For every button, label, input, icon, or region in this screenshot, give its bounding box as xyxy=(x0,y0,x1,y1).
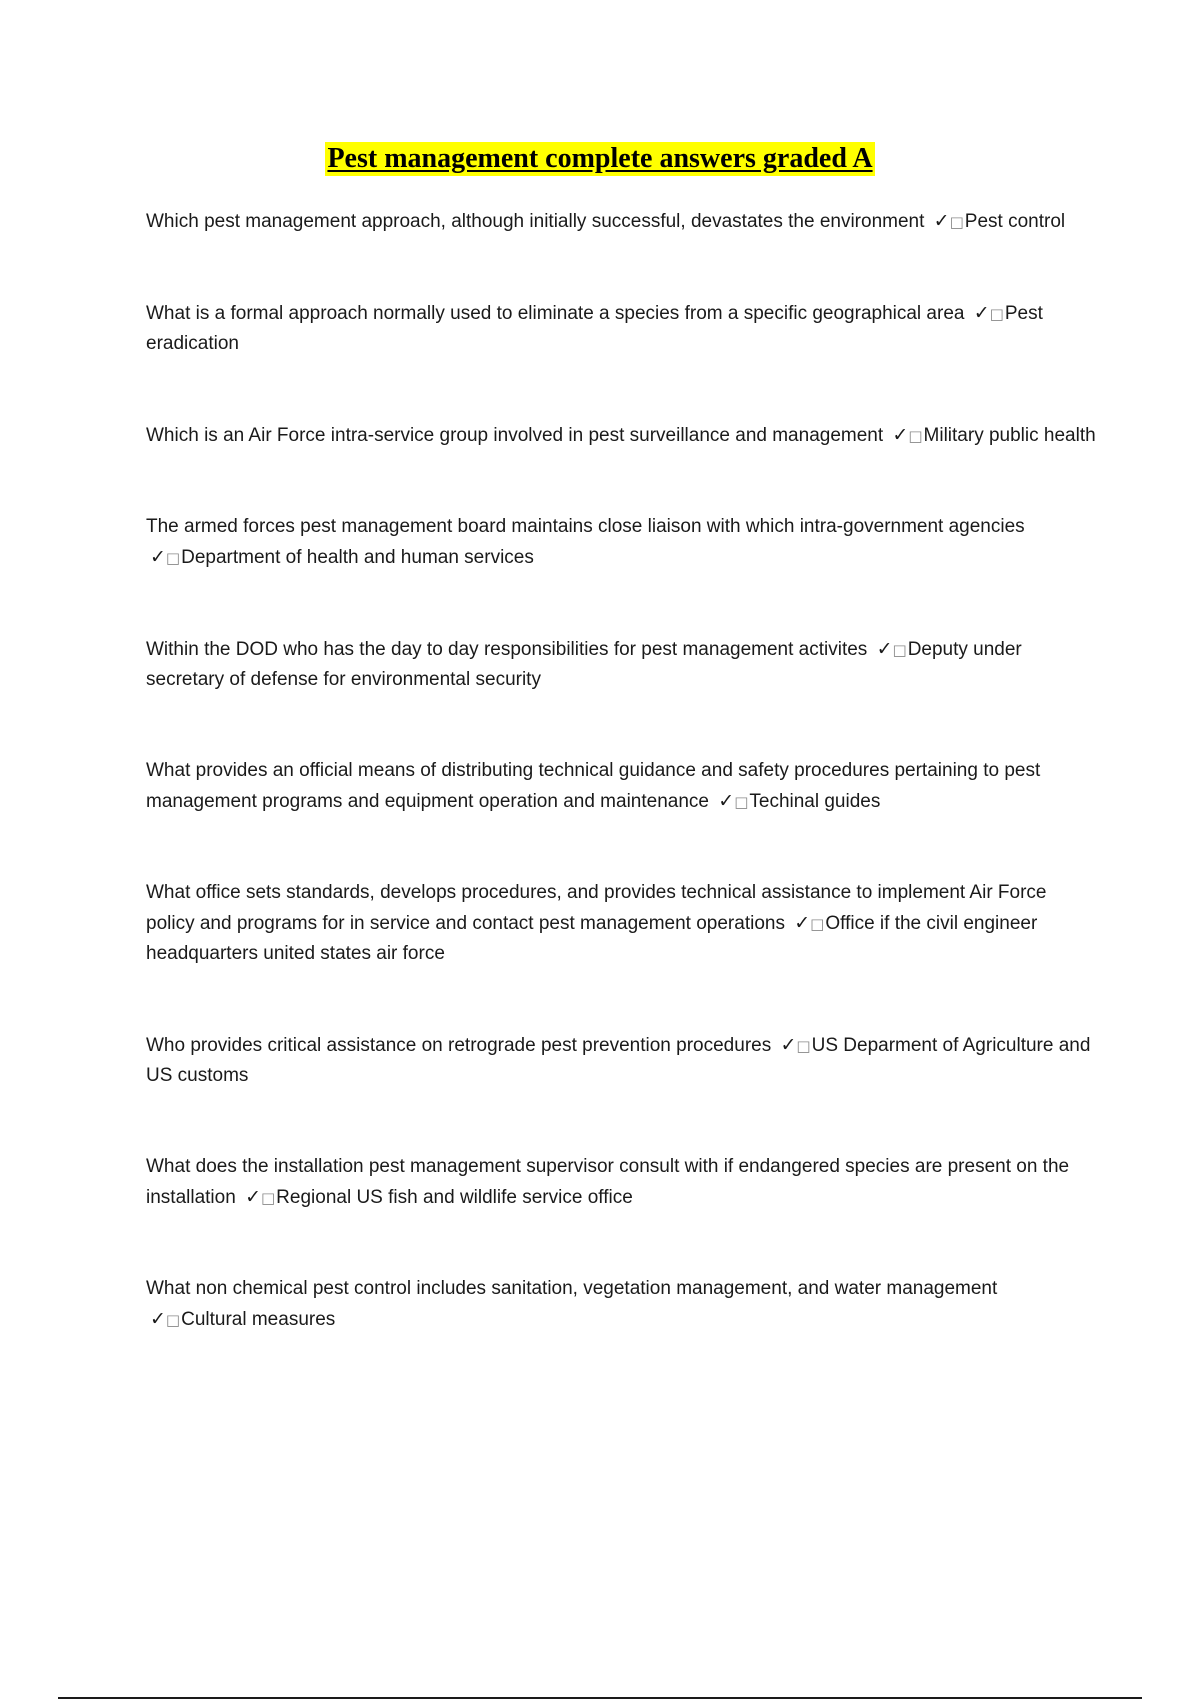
answer-text: Regional US fish and wildlife service office xyxy=(276,1187,633,1208)
answer-text: Department of health and human services xyxy=(181,547,534,568)
box-icon: □ xyxy=(734,793,749,811)
question-text: The armed forces pest management board maintains close liaison with which intra-government agencies xyxy=(146,516,1025,537)
box-icon: □ xyxy=(796,1037,811,1055)
check-icon: ✓ xyxy=(150,1308,166,1330)
question-text: What does the installation pest management supervisor consult with if endangered species are present on the installation xyxy=(146,1156,1070,1208)
qa-item xyxy=(146,878,1096,969)
box-icon: □ xyxy=(165,549,181,567)
qa-item xyxy=(146,1274,1096,1335)
box-icon: □ xyxy=(989,305,1004,323)
question-text: Which is an Air Force intra-service group involved in pest surveillance and management xyxy=(146,425,884,446)
check-icon: ✓ xyxy=(876,638,893,660)
answer-text: US Deparment of Agriculture and US customs xyxy=(146,1035,1091,1086)
check-icon: ✓ xyxy=(150,546,166,568)
answer-text: Deputy under secretary of defense for environmental security xyxy=(146,639,1022,690)
question-text: Which pest management approach, although initially successful, devastates the environment xyxy=(146,211,925,232)
footer-divider xyxy=(58,1697,1142,1699)
qa-list xyxy=(146,206,1096,1396)
question-text: What office sets standards, develops procedures, and provides technical assistance to implement Air Force policy and programs for in service and contact pest management operations xyxy=(146,882,1047,934)
answer-text: Cultural measures xyxy=(181,1309,336,1330)
qa-item xyxy=(146,1152,1096,1213)
title-container xyxy=(0,142,1200,176)
answer-text: Pest eradication xyxy=(146,303,1043,354)
qa-item xyxy=(146,1030,1096,1091)
box-icon: □ xyxy=(908,427,923,445)
question-text: What is a formal approach normally used to eliminate a species from a specific geographical area xyxy=(146,303,965,324)
box-icon: □ xyxy=(165,1311,181,1329)
answer-text: Techinal guides xyxy=(749,791,881,812)
qa-item xyxy=(146,206,1096,237)
question-text: Who provides critical assistance on retrograde pest prevention procedures xyxy=(146,1035,772,1056)
check-icon: ✓ xyxy=(892,424,909,446)
answer-text: Military public health xyxy=(923,425,1096,446)
question-text: Within the DOD who has the day to day responsibilities for pest management activites xyxy=(146,639,868,660)
box-icon: □ xyxy=(892,641,907,659)
check-icon: ✓ xyxy=(718,790,735,812)
check-icon: ✓ xyxy=(245,1186,261,1208)
check-icon: ✓ xyxy=(794,912,811,934)
answer-text: Office if the civil engineer headquarters united states air force xyxy=(146,913,1038,964)
question-text: What non chemical pest control includes sanitation, vegetation management, and water management xyxy=(146,1278,998,1299)
qa-item xyxy=(146,298,1096,359)
qa-item xyxy=(146,420,1096,451)
question-text: What provides an official means of distributing technical guidance and safety procedures pertaining to pest management programs and equipment operation and maintenance xyxy=(146,760,1041,812)
qa-item xyxy=(146,756,1096,817)
box-icon: □ xyxy=(810,915,825,933)
box-icon: □ xyxy=(260,1189,276,1207)
check-icon: ✓ xyxy=(780,1034,797,1056)
qa-item xyxy=(146,512,1096,573)
qa-item xyxy=(146,634,1096,695)
answer-text: Pest control xyxy=(964,211,1066,232)
box-icon: □ xyxy=(949,213,964,231)
check-icon: ✓ xyxy=(973,302,990,324)
check-icon: ✓ xyxy=(933,210,950,232)
document-title: Pest management complete answers graded A xyxy=(327,143,873,174)
